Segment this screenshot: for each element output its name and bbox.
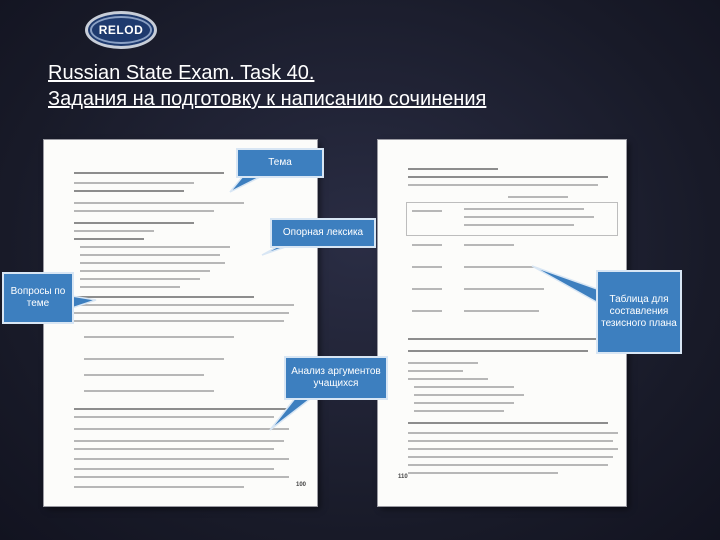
callout-analiz: Анализ аргументов учащихся [284, 356, 388, 400]
callout-lexika: Опорная лексика [270, 218, 376, 248]
page-number-right: 110 [398, 474, 408, 480]
callout-tema: Тема [236, 148, 324, 178]
logo-text: RELOD [98, 23, 144, 37]
callout-voprosy: Вопросы по теме [2, 272, 74, 324]
title-line-1: Russian State Exam. Task 40. [48, 62, 315, 84]
title-line-2: Задания на подготовку к написанию сочинения [48, 88, 487, 110]
callout-tablica: Таблица для составления тезисного плана [596, 270, 682, 354]
page-number-left: 100 [296, 482, 307, 488]
